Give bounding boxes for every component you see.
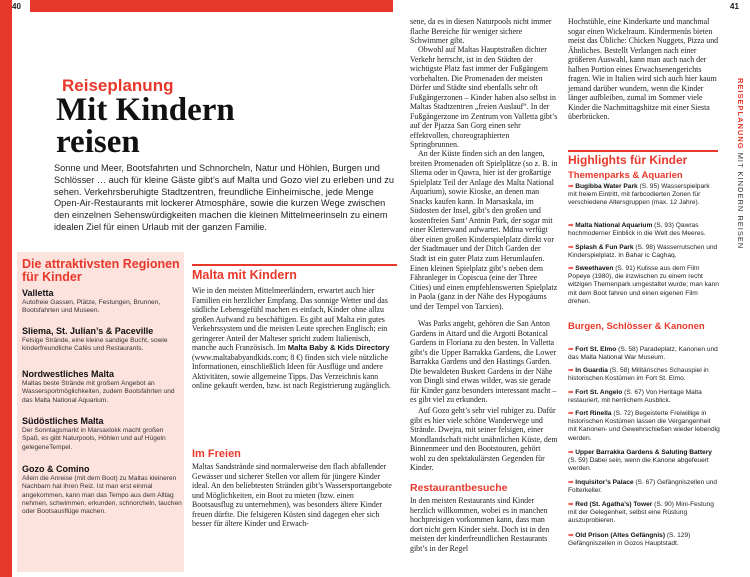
arrow-icon: ➡ xyxy=(568,183,576,190)
arrow-icon: ➡ xyxy=(568,501,576,508)
highlight-name: Sweethaven xyxy=(575,265,614,272)
section-heading-freien: Im Freien xyxy=(192,448,241,460)
region-item xyxy=(22,464,182,516)
highlight-text: (S. 67) Von Heritage Malta restauriert, mit herrlichem Ausblick. xyxy=(568,389,702,405)
highlight-text: (S. 90) Mini-Festung mit der Gelegenheit, selbst eine Rüstung auszuprobieren. xyxy=(568,501,714,525)
highlight-text: (S. 91) Kulisse aus dem Film Popeye (1980), die inzwischen zu einem recht witzigen Themenpark umgestaltet wurde; man kann mit dem Boot fahren und einen eigenen Film drehen. xyxy=(568,265,719,305)
malta-directory-name: Malta Baby & Kids Directory xyxy=(287,343,390,353)
highlight-item xyxy=(568,265,720,306)
section-freien-text: Maltas Sandstrände sind normalerweise den flach abfallender Gewässer und sicherer Stellen vor allem für jüngere Kinder ideal. An den beliebtesten Stränden gibt’s Wassersportangebote und Möglichkeiten, ein Boot zu mieten (bzw. einen Bootsausflug zu unternehmen), was besonders ältere Kinder freuen dürfte. Die felsigeren Küsten sind dagegen eher sich besser für ältere Kinder und Erwach- xyxy=(192,462,392,529)
highlight-name: Fort Rinella xyxy=(575,410,612,417)
arrow-icon: ➡ xyxy=(568,346,576,353)
column3-text-f: In den meisten Restaurants sind Kinder herzlich willkommen, wobei es in manchen hochpreisigen vorkommen kann, dass man dort nicht gern Kinder sieht. Doch ist in den meisten der kinderfreundlichen Restaurants gibt’s in der Regel xyxy=(410,496,550,553)
highlights-subheading-castles: Burgen, Schlösser & Kanonen xyxy=(568,321,705,332)
highlight-text: (S. 98) Wasserrutschen und Kinderspielplatz. In Bahar ic Caghaq. xyxy=(568,244,718,260)
column3-text-c: An der Küste finden sich an den langen, breiten Promenaden oft Spielplätze (so z. B. in Sliema oder in Qawra, hier ist der großartige Spielplatz Teil der Anlage des Malta National Aquarium), sowie Kioske, an denen man Snacks kaufen kann. In Marsaskala, im Südosten der Insel, gibt’s den großen und kostenfreien Sant’ Antnin Park, der sogar mit einer Kletterwand aufwartet. Mdina verfügt über einen großen Kinderspielplatz direkt vor der Stadtmauer und der Ditch Garden der Stadt ist ein guter Platz zum Herumlaufen. Einen kleinen Spielplatz gibt’s neben dem Fähranleger in Copiscua (eine der Three Cities) und einen empfehlenswerten Spielplatz in Paola (ganz in der Nähe des Hypogäums und der Tempel von Tarxien). xyxy=(410,149,558,311)
region-text: Der Sonntagsmarkt in Marsaxlokk macht großen Spaß, es gibt Naturpools, Höhlen und auf Hügeln gelegeneTempel. xyxy=(22,427,166,451)
highlight-name: Fort St. Angelo xyxy=(575,389,623,396)
arrow-icon: ➡ xyxy=(568,449,576,456)
region-title: Südöstliches Malta xyxy=(22,416,104,426)
highlights-subheading-parks: Themenparks & Aquarien xyxy=(568,170,683,181)
column3-text-a: sene, da es in diesen Naturpools nicht immer flache Bereiche für weniger sichere Schwimmer gibt. xyxy=(410,17,552,46)
highlight-text: (S. 58) Militärisches Schauspiel in historischen Kostümen im Fort St. Elmo. xyxy=(568,367,709,383)
highlight-name: In Guardia xyxy=(575,367,608,374)
left-page-edge-bar xyxy=(0,0,12,577)
highlight-item xyxy=(568,367,720,383)
highlight-item xyxy=(568,410,720,443)
section-malta-text xyxy=(192,286,397,391)
regions-box-heading: Die attraktivsten Regionen für Kinder xyxy=(22,257,180,284)
highlight-text: (S. 95) Wasserspielpark mit freiem Eintritt, mit farbcodierten Zonen für verschiedene Altersgruppen (max. 12 Jahre). xyxy=(568,183,710,207)
highlight-item xyxy=(568,389,720,405)
region-item xyxy=(22,416,182,452)
page-number-left: 40 xyxy=(12,2,21,11)
region-title: Nordwestliches Malta xyxy=(22,369,115,379)
section-heading-restaurants: Restaurantbesuche xyxy=(410,482,508,494)
region-text: Allein die Anreise (mit dem Boot) zu Maltas kleineren Nachbarn hat ihren Reiz. Ist man erst einmal angekommen, kann man das Tempo aus dem Alltag nehmen, schwimmen, erkunden, schnorcheln, tauchen oder Bootsausflüge machen. xyxy=(22,475,182,516)
section-kicker: Reiseplanung xyxy=(62,76,174,95)
region-item xyxy=(22,369,182,405)
page-title-line1: Mit Kindern xyxy=(56,92,235,128)
section-heading-malta: Malta mit Kindern xyxy=(192,268,297,282)
malta-text-part-b: (www.maltababyandkids.com; 8 €) finden sich viele nützliche Informationen, einschließlich Ideen für Ausflüge und andere Aktivitäten, sowie allgemeine Tipps. Das Verzeichnis kann online gekauft werden, bzw. ist nach Registrierung zugänglich. xyxy=(192,352,391,391)
highlight-item xyxy=(568,449,720,474)
highlight-item xyxy=(568,346,720,362)
arrow-icon: ➡ xyxy=(568,389,576,396)
highlight-name: Upper Barrakka Gardens & Saluting Battery xyxy=(575,449,712,456)
region-text: Maltas beste Strände mit großem Angebot an Wassersportmöglichkeiten, zudem Bootsfahrten und das Malta National Aquarium. xyxy=(22,380,175,404)
region-item xyxy=(22,288,182,316)
highlight-name: Red (St. Agatha’s) Tower xyxy=(575,501,653,508)
highlight-text: (S. 129) Gefängniszellen in Gozos Hauptstadt. xyxy=(568,532,691,548)
highlight-text: (S. 93) Qawras hochmoderner Einblick in die Welt des Meeres. xyxy=(568,222,706,238)
highlight-text: (S. 72) Begeisterte Freiwillige in historischen Kostümen lassen die Vergangenheit mit Kanonen- und Gewehrschießen wieder lebendig werden. xyxy=(568,410,720,442)
arrow-icon: ➡ xyxy=(568,532,576,539)
highlight-name: Fort St. Elmo xyxy=(575,346,617,353)
highlight-item xyxy=(568,244,720,260)
top-red-strip xyxy=(30,0,393,12)
highlight-text: (S. 58) Paradeplatz, Kanonen und das Malta National War Museum. xyxy=(568,346,718,362)
highlight-name: Malta National Aquarium xyxy=(575,222,653,229)
highlight-item xyxy=(568,183,720,208)
region-title: Gozo & Comino xyxy=(22,464,90,474)
highlight-name: Bugibba Water Park xyxy=(575,183,638,190)
arrow-icon: ➡ xyxy=(568,410,576,417)
highlight-name: Splash & Fun Park xyxy=(575,244,634,251)
highlight-item xyxy=(568,479,720,495)
highlight-text: (S. 59) Dabei sein, wenn die Kanone abgefeuert werden. xyxy=(568,457,709,473)
highlight-name: Inquisitor’s Palace xyxy=(575,479,634,486)
column3-text-e: Auf Gozo geht’s sehr viel ruhiger zu. Dafür gibt es hier viele schöne Wanderwege und Strände. Dwejra, mit seiner felsigen, einer Mondlandschaft nicht unähnlichen Küste, dem Binnenmeer und den Bootstouren, gehört wohl zu den spektakulärsten Gegenden für Kinder. xyxy=(410,406,558,473)
highlight-text: (S. 67) Gefängniszellen und Folterkeller. xyxy=(568,479,718,495)
malta-text-part-a: Wie in den meisten Mittelmeerländern, erwartet auch hier Familien ein herzlicher Empfang. Das sonnige Wetter und das südliche Lebensgefühl machen es einfach, Kinder ohne allzu großen Aufwand zu beschäftigen. Es gibt auf Malta ein gutes Verkehrssystem und die meisten Leute sprechen Englisch; ein geringerer Anteil der Malteser spricht zudem Italienisch, manche auch Französisch. Im xyxy=(192,286,388,353)
page-number-right: 41 xyxy=(730,2,739,11)
highlight-name: Old Prison (Altes Gefängnis) xyxy=(575,532,666,539)
highlights-rule xyxy=(568,150,718,152)
arrow-icon: ➡ xyxy=(568,222,576,229)
arrow-icon: ➡ xyxy=(568,479,576,486)
arrow-icon: ➡ xyxy=(568,244,576,251)
section-rule xyxy=(192,264,397,266)
arrow-icon: ➡ xyxy=(568,367,576,374)
highlights-heading: Highlights für Kinder xyxy=(568,153,688,167)
column4-text: Hochstühle, eine Kinderkarte und manchmal sogar einen Wickelraum. Kindermenüs bieten meist das Übliche: Chicken Nuggets, Pizza und Ähnliches. Bestellt Verlangen nach einer größeren Auswahl, kann man auch nach der halben Portion eines Erwachsenengerichts fragen. Wie in Italien wird sich auch hier kaum jemand darüber wundern, wenn die Kinder länger aufbleiben, zumal im Sommer viele Kinder die Nachmittagshitze mit einer Siesta überbrücken. xyxy=(568,17,719,122)
highlight-item xyxy=(568,222,720,238)
side-section-tab xyxy=(729,78,745,318)
intro-paragraph: Sonne und Meer, Bootsfahrten und Schnorcheln, Natur und Höhlen, Burgen und Schlösser … auch für kleine Gäste gibt’s auf Malta und Gozo viel zu erleben und zu sehen. Verkehrsberuhigte Stadtzentren, freundliche Einheimische, jede Menge Open-Air-Restaurants mit lockerer Atmosphäre, sowie die kurzen Wege zwischen den einzelnen Sehenswürdigkeiten machen die kleinen Mittelmeerinseln zu einem idealen Ziel für einen Urlaub mit der ganzen Familie. xyxy=(54,163,394,232)
side-tab-chapter: MIT KINDERN REISEN xyxy=(736,152,745,250)
region-title: Valletta xyxy=(22,288,54,298)
column3-text-b: Obwohl auf Maltas Hauptstraßen dichter Verkehr herrscht, ist in den Städten der wichtigste Platz fast immer der Fußgängern vorbehalten. Die Promenaden der meisten Dörfer und Städte sind ebenfalls sehr oft Fußgängerzonen – Kinder haben also selbst in Maltas Stadtzentren „freien Auslauf“. In der Fußgängerzone im Zentrum von Valletta gibt’s auf der Pjazza San Gorg einen sehr effektvollen, choreographierten Springbrunnen. xyxy=(410,45,558,150)
region-item xyxy=(22,326,182,354)
highlight-item xyxy=(568,501,720,526)
region-title: Sliema, St. Julian’s & Paceville xyxy=(22,326,154,336)
region-text: Felsige Strände, eine kleine sandige Bucht, sowie kinderfreundliche Cafés und Restaurants. xyxy=(22,337,168,353)
region-text: Autofreie Gassen, Plätze, Festungen, Brunnen, Bootsfahrten und Museen. xyxy=(22,299,161,315)
highlight-item xyxy=(568,532,720,548)
side-tab-section: REISEPLANUNG xyxy=(736,78,745,150)
page-title-line2: reisen xyxy=(56,124,140,160)
arrow-icon: ➡ xyxy=(568,265,576,272)
column3-text-d: Was Parks angeht, gehören die San Anton Gardens in Attard und die Argotti Botanical Gardens in Floriana zu den besten. In Valletta gibt’s die Upper Barrakka Gardens, die Lower Barrakka Gardens und den Hastings Garden. Die bewaldeten Buskett Gardens in der Nähe von Dingli sind etwas wilder, was sie gerade für Kinder ganz besonders interessant macht – es gibt viel zu erkunden. xyxy=(410,319,557,405)
page-title xyxy=(56,94,376,158)
